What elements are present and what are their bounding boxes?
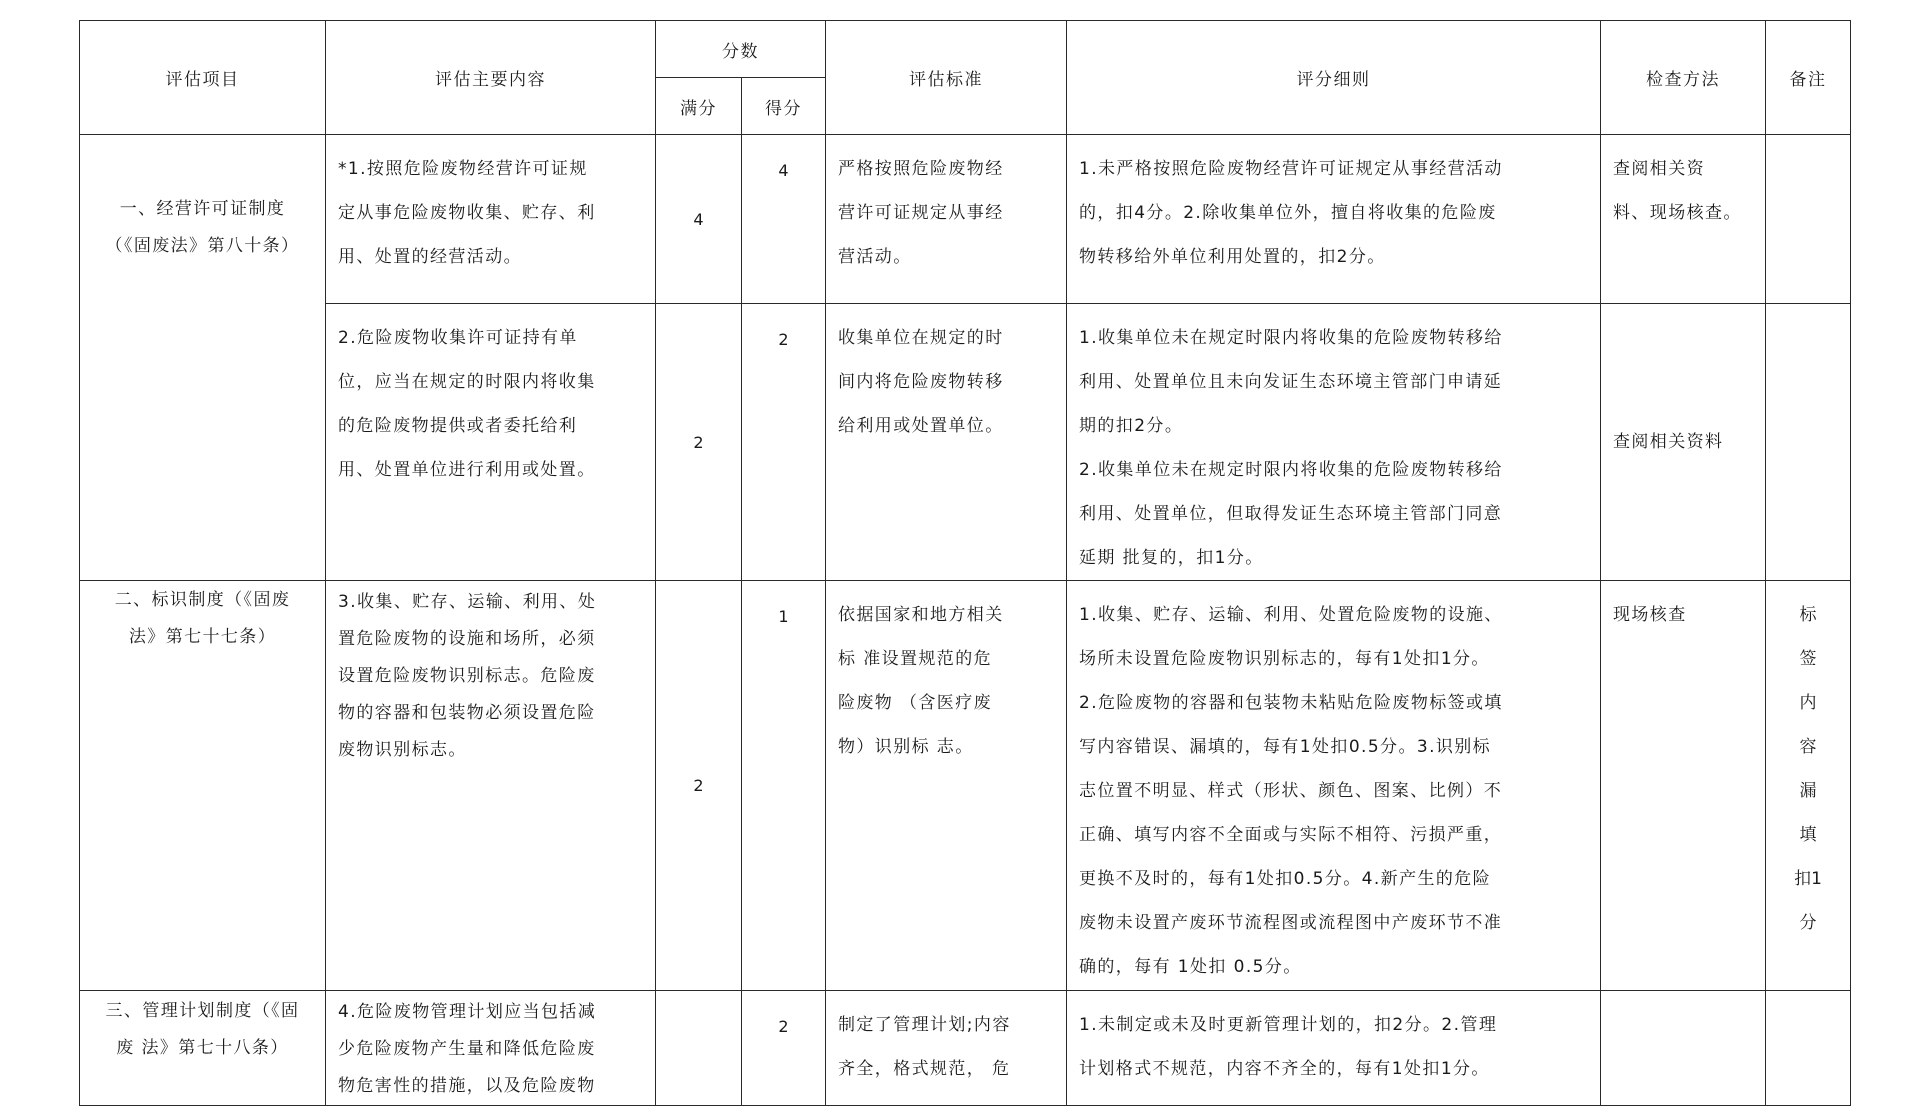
got-score-cell: 4	[742, 135, 826, 304]
full-score-cell	[656, 991, 742, 1106]
method-text: 查阅相关资料	[1613, 432, 1724, 452]
rules-cell	[1067, 991, 1601, 1106]
content-text: 2.危险废物收集许可证持有单 位，应当在规定的时限内将收集 的危险废物提供或者委托给利 用、处置单位进行利用或处置。	[338, 328, 596, 480]
note-cell	[1766, 135, 1851, 304]
section-item-cell	[80, 991, 326, 1106]
evaluation-table	[79, 20, 1851, 1106]
rules-cell	[1067, 581, 1601, 991]
standard-cell	[826, 135, 1067, 304]
method-cell	[1601, 991, 1766, 1106]
content-cell	[326, 135, 656, 304]
section-item-cell	[80, 581, 326, 991]
method-cell	[1601, 135, 1766, 304]
standard-cell	[826, 581, 1067, 991]
standard-cell	[826, 304, 1067, 581]
standard-text: 依据国家和地方相关 标 准设置规范的危 险废物 （含医疗废 物）识别标 志。	[838, 605, 1004, 757]
standard-text: 严格按照危险废物经 营许可证规定从事经 营活动。	[838, 159, 1004, 267]
content-cell	[326, 581, 656, 991]
header-got-score: 得分	[742, 78, 826, 135]
method-cell	[1601, 304, 1766, 581]
method-text: 查阅相关资 料、现场核查。	[1613, 159, 1742, 223]
full-score-cell: 2	[656, 581, 742, 991]
section-item-label: 一、经营许可证制度 （《固废法》第八十条）	[105, 199, 300, 256]
got-score-cell: 2	[742, 304, 826, 581]
full-score-cell: 4	[656, 135, 742, 304]
standard-cell	[826, 991, 1067, 1106]
content-cell	[326, 991, 656, 1106]
rules-text: 1.未严格按照危险废物经营许可证规定从事经营活动 的，扣4分。2.除收集单位外，擅自将收集的危险废 物转移给外单位利用处置的，扣2分。	[1079, 159, 1503, 267]
header-method: 检查方法	[1601, 21, 1766, 135]
rules-text: 1.未制定或未及时更新管理计划的，扣2分。2.管理 计划格式不规范，内容不齐全的，每有1处扣1分。	[1079, 1015, 1498, 1079]
header-rules: 评分细则	[1067, 21, 1601, 135]
rules-text: 1.收集、贮存、运输、利用、处置危险废物的设施、 场所未设置危险废物识别标志的，每有1处扣1分。 2.危险废物的容器和包装物未粘贴危险废物标签或填 写内容错误、漏填的，每有1处扣0.5分。3.识别标 志位置不明显、样式（形状、颜色、图案、比例）不 正确、填写内容不全面或与实际不相符、污损严重， 更换不及时的，每有1处扣0.5分。4.新产生的危险 废物未设置产废环节流程图或流程图中产废环节不准 确的，每有 1处扣 0.5分。	[1079, 605, 1503, 977]
got-score-cell: 1	[742, 581, 826, 991]
content-cell	[326, 304, 656, 581]
note-cell	[1766, 991, 1851, 1106]
full-score-cell: 2	[656, 304, 742, 581]
header-content: 评估主要内容	[326, 21, 656, 135]
content-text: *1.按照危险废物经营许可证规 定从事危险废物收集、贮存、利 用、处置的经营活动。	[338, 159, 596, 267]
header-standard: 评估标准	[826, 21, 1067, 135]
header-full-score: 满分	[656, 78, 742, 135]
note-text: 标 签 内 容 漏 填 扣1 分	[1794, 605, 1822, 933]
note-cell	[1766, 304, 1851, 581]
section-item-cell	[80, 135, 326, 581]
note-cell	[1766, 581, 1851, 991]
header-item: 评估项目	[80, 21, 326, 135]
standard-text: 收集单位在规定的时 间内将危险废物转移 给利用或处置单位。	[838, 328, 1004, 436]
section-item-label: 二、标识制度（《固废 法》第七十七条）	[114, 590, 291, 647]
standard-text: 制定了管理计划;内容 齐全，格式规范， 危	[838, 1015, 1011, 1079]
rules-text: 1.收集单位未在规定时限内将收集的危险废物转移给 利用、处置单位且未向发证生态环境主管部门申请延 期的扣2分。 2.收集单位未在规定时限内将收集的危险废物转移给 利用、处置单位，但取得发证生态环境主管部门同意 延期 批复的，扣1分。	[1079, 328, 1503, 568]
content-text: 3.收集、贮存、运输、利用、处 置危险废物的设施和场所，必须 设置危险废物识别标志。危险废 物的容器和包装物必须设置危险 废物识别标志。	[338, 592, 597, 760]
rules-cell	[1067, 304, 1601, 581]
section-item-label: 三、管理计划制度（《固 废 法》第七十八条）	[105, 1001, 300, 1058]
method-cell	[1601, 581, 1766, 991]
got-score-cell: 2	[742, 991, 826, 1106]
method-text: 现场核查	[1613, 605, 1687, 625]
rules-cell	[1067, 135, 1601, 304]
header-note: 备注	[1766, 21, 1851, 135]
header-score: 分数	[656, 21, 826, 78]
content-text: 4.危险废物管理计划应当包括减 少危险废物产生量和降低危险废 物危害性的措施，以及危险废物	[338, 1002, 597, 1096]
